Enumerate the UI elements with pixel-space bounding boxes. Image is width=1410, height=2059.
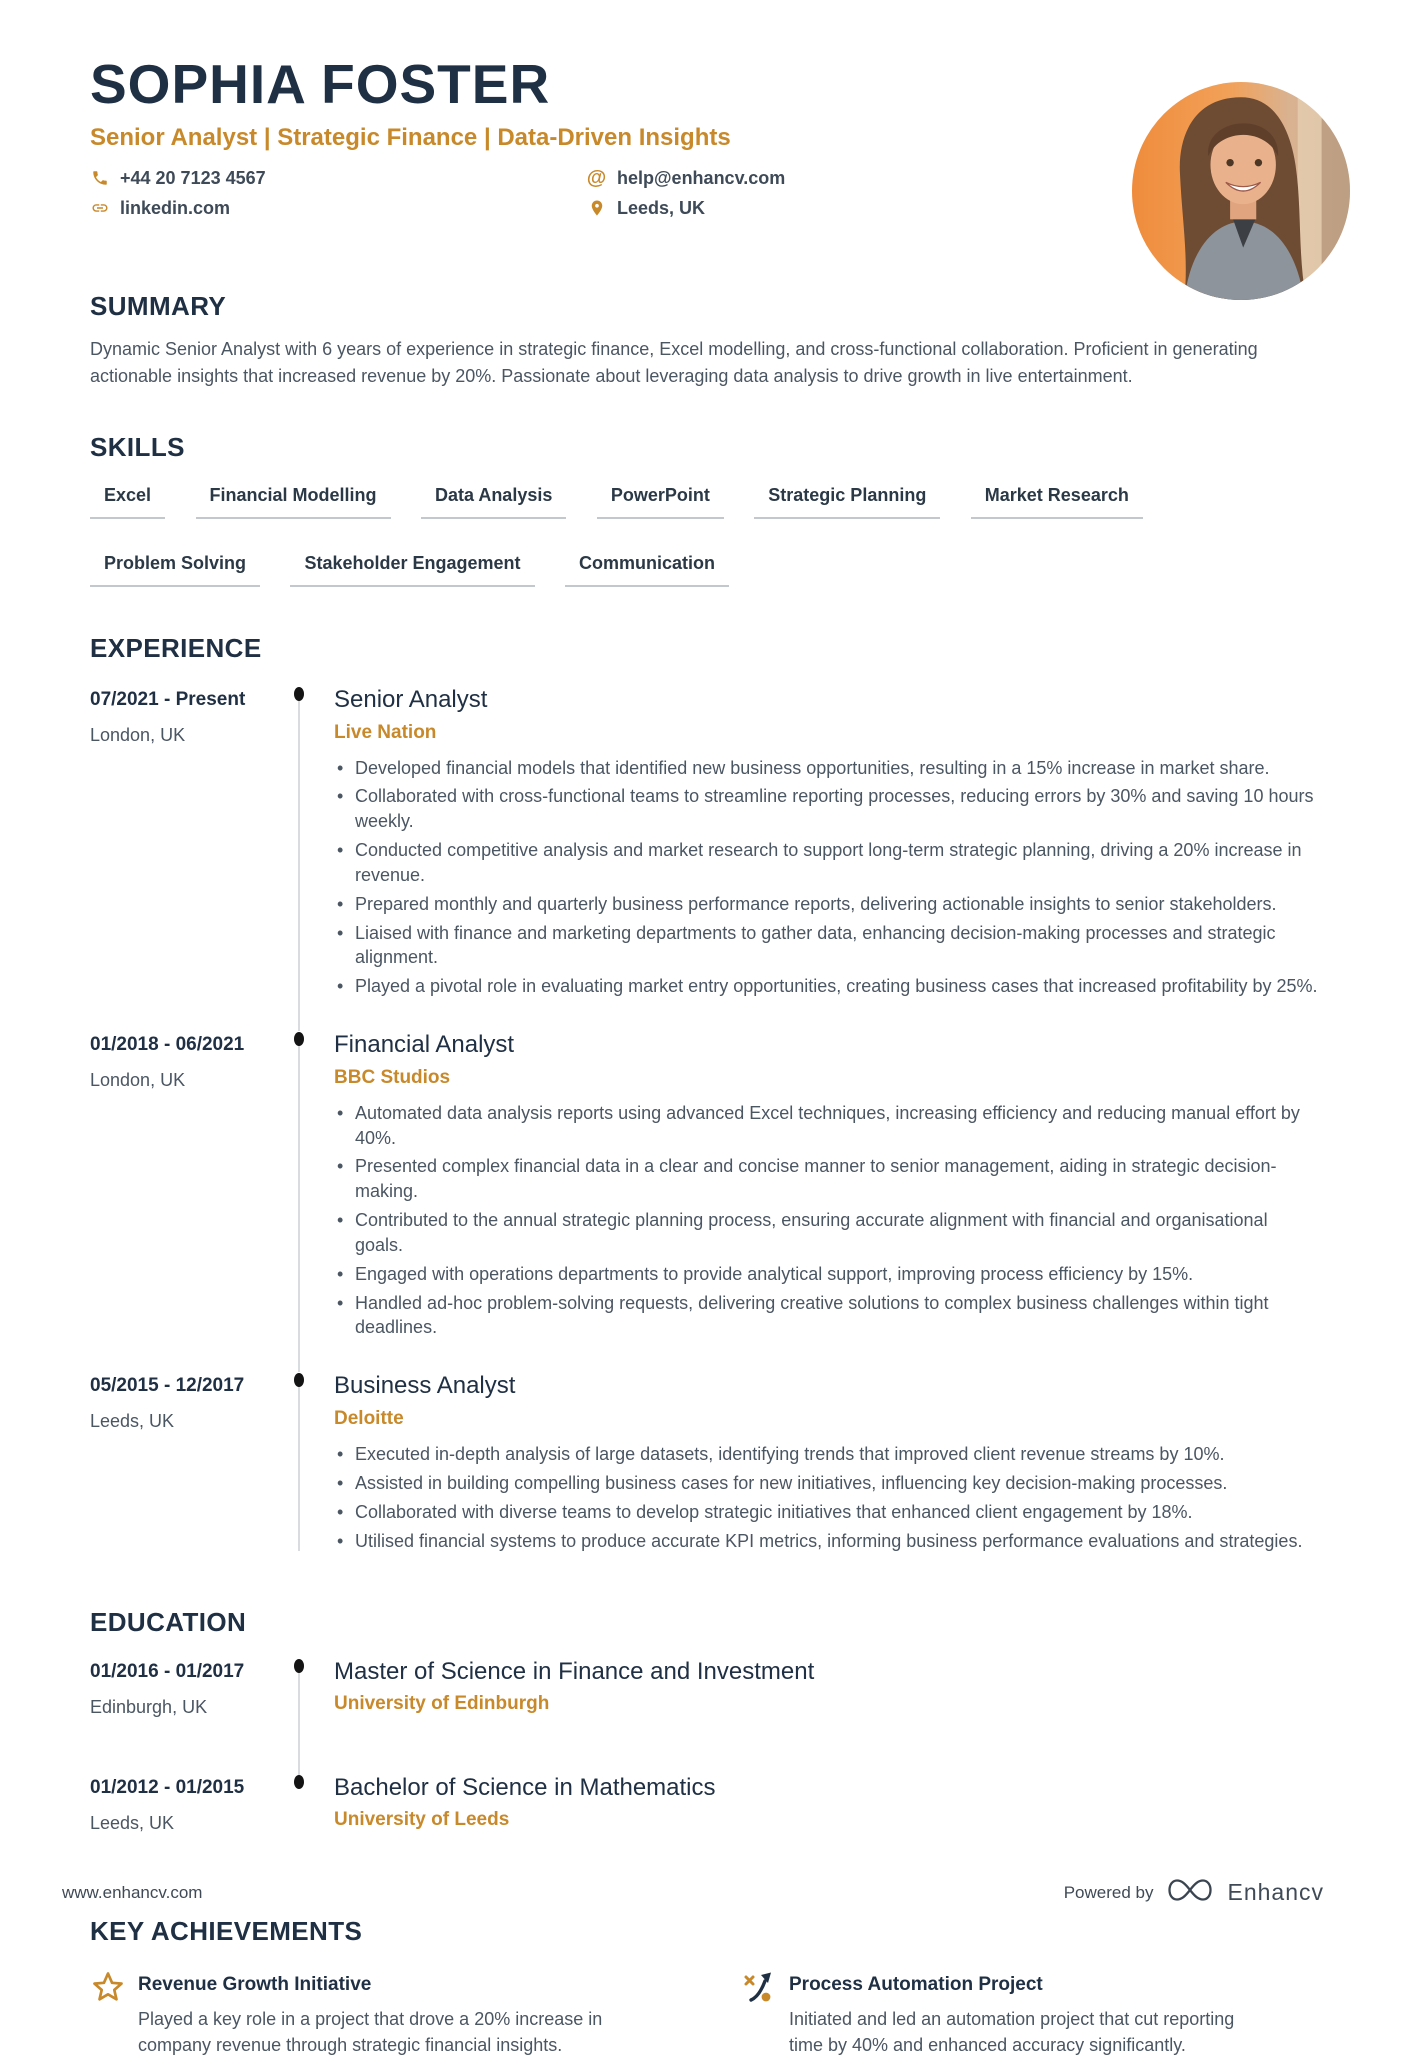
skill-item: Problem Solving [90,553,260,587]
footer [62,1876,1324,1909]
experience-entry [90,686,1320,1003]
education-section [90,1607,1320,1870]
at-icon: @ [586,166,607,189]
company-name: Live Nation [334,721,437,743]
skill-item: PowerPoint [597,485,724,519]
achievement-text: Initiated and led an automation project that cut reporting time by 40% and enhanced accuracy significantly. [789,2009,1235,2056]
bullet: • Assisted in building compelling business cases for new initiatives, influencing key decision-making processes. [334,1471,1320,1496]
job-bullets [334,1101,1320,1340]
timeline [282,1658,316,1754]
enhancv-logo-icon [1167,1876,1213,1909]
job-bullets [334,756,1320,999]
edu-dates: 01/2016 - 01/2017 [90,1661,245,1683]
degree-title: Bachelor of Science in Mathematics [334,1774,716,1802]
bullet: • Prepared monthly and quarterly business performance reports, delivering actionable insights to senior stakeholders. [334,892,1320,917]
timeline [282,1372,316,1557]
school-name: University of Edinburgh [334,1693,550,1715]
job-dates: 05/2015 - 12/2017 [90,1375,245,1397]
email-contact[interactable] [587,168,1070,189]
bullet: • Collaborated with diverse teams to develop strategic initiatives that enhanced client engagement by 18%. [334,1500,1320,1525]
job-location: Leeds, UK [90,1411,175,1432]
star-icon [90,1969,138,2058]
link-text: linkedin.com [120,197,231,218]
job-dates: 07/2021 - Present [90,688,246,710]
achievement-title: Revenue Growth Initiative [138,1974,372,1996]
skill-item: Financial Modelling [196,485,391,519]
education-entry [90,1658,1320,1754]
edu-location: Leeds, UK [90,1813,175,1834]
skill-item: Stakeholder Engagement [290,553,534,587]
timeline-dot [294,1373,304,1387]
person-name: SOPHIA FOSTER [90,53,551,115]
job-location: London, UK [90,1070,186,1090]
profile-photo [1132,82,1350,300]
school-name: University of Leeds [334,1809,510,1831]
skills-heading: SKILLS [90,431,185,462]
timeline-dot [294,687,304,701]
bullet: • Collaborated with cross-functional teams to streamline reporting processes, reducing errors by 30% and saving 10 hours weekly. [334,784,1320,834]
skills-section [90,432,1320,587]
bullet: • Presented complex financial data in a clear and concise manner to senior management, aiding in strategic decision-making. [334,1154,1320,1204]
summary-section [90,291,1320,390]
location-text: Leeds, UK [617,197,706,218]
job-bullets [334,1442,1320,1553]
edu-dates: 01/2012 - 01/2015 [90,1777,245,1799]
powered-by-label: Powered by [1063,1882,1154,1902]
bullet: • Conducted competitive analysis and market research to support long-term strategic planning, driving a 20% increase in revenue. [334,838,1320,888]
headline: Senior Analyst | Strategic Finance | Data-Driven Insights [90,123,731,151]
phone-contact[interactable] [90,168,587,189]
degree-title: Master of Science in Finance and Investment [334,1658,815,1686]
footer-website-link[interactable]: www.enhancv.com [62,1882,203,1902]
link-contact[interactable] [90,198,587,219]
skills-row-1 [90,485,1320,519]
contact-info [90,168,1070,219]
timeline-dot [294,1659,304,1673]
bullet: • Liaised with finance and marketing departments to gather data, enhancing decision-making processes and strategic alignment. [334,921,1320,971]
company-name: Deloitte [334,1408,404,1430]
bullet: • Contributed to the annual strategic planning process, ensuring accurate alignment with financial and organisational goals. [334,1208,1320,1258]
summary-heading: SUMMARY [90,290,227,321]
skill-item: Excel [90,485,165,519]
phone-icon [90,169,109,188]
achievement-title: Process Automation Project [789,1974,1043,1996]
company-name: BBC Studios [334,1066,451,1088]
job-dates: 01/2018 - 06/2021 [90,1034,245,1055]
bullet: • Executed in-depth analysis of large datasets, identifying trends that improved client revenue streams by 10%. [334,1442,1320,1467]
skill-item: Strategic Planning [754,485,940,519]
skill-item: Data Analysis [421,485,566,519]
job-title: Business Analyst [334,1372,516,1400]
job-title: Senior Analyst [334,685,488,713]
bullet: • Played a pivotal role in evaluating market entry opportunities, creating business cases that increased profitability by 25%. [334,974,1320,999]
education-heading: EDUCATION [90,1607,247,1638]
skill-item: Communication [565,553,729,587]
experience-heading: EXPERIENCE [90,632,262,663]
location-contact [587,198,1070,219]
timeline [282,686,316,1003]
enhancv-wordmark: Enhancv [1227,1879,1324,1905]
achievement-item [90,1969,669,2058]
achievements-heading: KEY ACHIEVEMENTS [90,1916,363,1947]
education-entry [90,1774,1320,1870]
bullet: • Engaged with operations departments to provide analytical support, improving process efficiency by 15%. [334,1262,1320,1287]
edu-location: Edinburgh, UK [90,1697,208,1718]
experience-entry [90,1372,1320,1557]
timeline-dot [294,1032,304,1046]
skills-row-2 [90,553,1320,587]
bullet: • Automated data analysis reports using advanced Excel techniques, increasing efficiency and reducing manual effort by 40%. [334,1101,1320,1151]
experience-entry [90,1031,1320,1344]
achievements-section [90,1916,1320,2058]
skill-item: Market Research [971,485,1143,519]
phone-number: +44 20 7123 4567 [120,167,266,188]
timeline [282,1774,316,1870]
powered-by [1064,1876,1324,1909]
bullet: • Developed financial models that identified new business opportunities, resulting in a 15% increase in market share. [334,756,1320,781]
strategy-icon [741,1969,789,2058]
job-location: London, UK [90,724,186,745]
link-icon [90,199,109,218]
portrait-illustration [1132,82,1350,300]
experience-section [90,633,1320,1558]
job-title: Financial Analyst [334,1031,515,1058]
bullet: • Utilised financial systems to produce accurate KPI metrics, informing business performance evaluations and strategies. [334,1529,1320,1554]
summary-text: Dynamic Senior Analyst with 6 years of experience in strategic finance, Excel modelling, and cross-functional collaboration. Proficient in generating actionable insights that increased revenue by 20%. Passionate about leveraging data analysis to drive growth in live entertainment. [90,338,1258,386]
location-pin-icon [587,199,606,218]
email-address: help@enhancv.com [617,167,786,188]
bullet: • Handled ad-hoc problem-solving requests, delivering creative solutions to complex business challenges within tight deadlines. [334,1291,1320,1341]
achievement-item [741,1969,1320,2058]
header [90,53,1320,219]
timeline-dot [294,1775,304,1789]
achievement-text: Played a key role in a project that drove a 20% increase in company revenue through strategic financial insights. [138,2009,603,2056]
timeline [282,1031,316,1344]
